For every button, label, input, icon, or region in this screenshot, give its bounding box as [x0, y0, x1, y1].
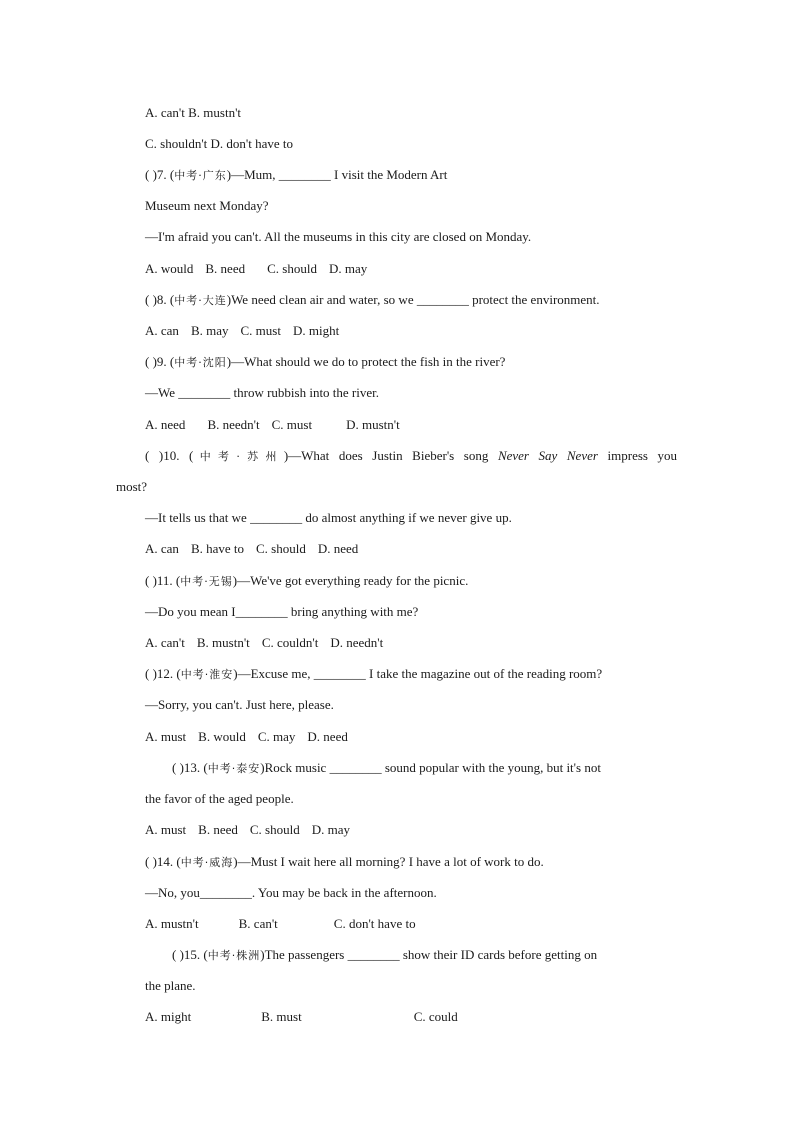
- q13-options: [145, 822, 350, 838]
- q14-option-b[interactable]: B. can't: [238, 916, 278, 931]
- q15-answer-paren[interactable]: ( )15. (: [172, 947, 208, 962]
- q13-text: )Rock music ________ sound popular with the young, but it's not: [260, 760, 601, 775]
- q14-answer-paren[interactable]: ( )14. (: [145, 854, 181, 869]
- q8-option-b[interactable]: B. may: [190, 323, 229, 338]
- q7-answer-paren[interactable]: ( )7. (: [145, 167, 175, 182]
- q10-text: )—What does Justin Bieber's song: [283, 448, 489, 463]
- q10-text-b: impress you: [607, 448, 678, 463]
- q14-text: )—Must I wait here all morning? I have a lot of work to do.: [233, 854, 544, 869]
- q10-option-d[interactable]: D. need: [317, 541, 359, 556]
- q7-options: [145, 261, 367, 277]
- q8-options: [145, 323, 339, 339]
- q11-text: )—We've got everything ready for the picnic.: [232, 573, 469, 588]
- q8-option-a[interactable]: A. can: [145, 323, 179, 338]
- q8-option-d[interactable]: D. might: [292, 323, 340, 338]
- q7-text: )—Mum, ________ I visit the Modern Art: [226, 167, 448, 182]
- q14-source: 中考·威海: [180, 856, 234, 869]
- q12-option-c[interactable]: C. may: [257, 729, 296, 744]
- q10-option-b[interactable]: B. have to: [190, 541, 245, 556]
- q10-source: 中考·苏州: [193, 450, 284, 463]
- q12-source: 中考·淮安: [180, 668, 234, 681]
- q15-option-c[interactable]: C. could: [413, 1009, 458, 1024]
- q13-option-c[interactable]: C. should: [249, 822, 300, 837]
- q14-option-a[interactable]: A. mustn't: [145, 916, 199, 931]
- q8-stem: [145, 292, 600, 309]
- q9-answer-paren[interactable]: ( )9. (: [145, 354, 175, 369]
- q11-answer: —Do you mean I________ bring anything with me?: [145, 604, 419, 619]
- q6-options-line1: A. can't B. mustn't: [145, 105, 242, 120]
- q7-stem: [145, 167, 447, 184]
- q6-options-line2: C. shouldn't D. don't have to: [145, 136, 294, 151]
- q15-option-b[interactable]: B. must: [261, 1009, 302, 1024]
- q10-answer: —It tells us that we ________ do almost anything if we never give up.: [145, 510, 512, 525]
- q15-text: )The passengers ________ show their ID cards before getting on: [260, 947, 598, 962]
- q12-stem: [145, 666, 602, 683]
- q10-stem: [145, 448, 677, 465]
- q9-option-d[interactable]: D. mustn't: [346, 417, 400, 432]
- q11-stem: [145, 573, 468, 590]
- q12-options: [145, 729, 348, 745]
- q7-answer: —I'm afraid you can't. All the museums in this city are closed on Monday.: [145, 229, 532, 244]
- q15-option-a[interactable]: A. might: [145, 1009, 192, 1024]
- q8-answer-paren[interactable]: ( )8. (: [145, 292, 175, 307]
- q11-option-b[interactable]: B. mustn't: [196, 635, 250, 650]
- q14-stem: [145, 854, 544, 871]
- q11-option-c[interactable]: C. couldn't: [261, 635, 319, 650]
- q12-text: )—Excuse me, ________ I take the magazine out of the reading room?: [233, 666, 603, 681]
- q9-answer: —We ________ throw rubbish into the river.: [145, 385, 380, 400]
- q14-options: [145, 916, 416, 932]
- q13-stem: [172, 760, 601, 777]
- q11-options: [145, 635, 383, 651]
- q9-options: [145, 417, 400, 433]
- q11-option-d[interactable]: D. needn't: [330, 635, 384, 650]
- q9-text: )—What should we do to protect the fish in the river?: [226, 354, 506, 369]
- q12-option-a[interactable]: A. must: [145, 729, 187, 744]
- q15-source: 中考·株洲: [207, 949, 261, 962]
- q10-option-c[interactable]: C. should: [256, 541, 306, 556]
- q7-option-c[interactable]: C. should: [267, 261, 317, 276]
- q7-stem-cont: Museum next Monday?: [145, 198, 269, 213]
- q14-option-c[interactable]: C. don't have to: [333, 916, 416, 931]
- q8-text: )We need clean air and water, so we ________ protect the environment.: [226, 292, 600, 307]
- q15-stem: [172, 947, 597, 964]
- q13-option-d[interactable]: D. may: [311, 822, 351, 837]
- q13-option-a[interactable]: A. must: [145, 822, 187, 837]
- q11-answer-paren[interactable]: ( )11. (: [145, 573, 181, 588]
- q12-option-d[interactable]: D. need: [307, 729, 348, 744]
- q15-stem-cont: the plane.: [145, 978, 196, 993]
- q10-option-a[interactable]: A. can: [145, 541, 179, 556]
- q15-options: [145, 1009, 458, 1025]
- q10-answer-paren[interactable]: ( )10. (: [145, 448, 194, 463]
- q11-source: 中考·无锡: [180, 575, 233, 588]
- q10-stem-cont: most?: [116, 479, 148, 494]
- q12-option-b[interactable]: B. would: [198, 729, 246, 744]
- q9-option-a[interactable]: A. need: [145, 417, 186, 432]
- q10-options: [145, 541, 358, 557]
- q7-option-b[interactable]: B. need: [205, 261, 246, 276]
- q7-option-a[interactable]: A. would: [145, 261, 194, 276]
- q13-option-b[interactable]: B. need: [198, 822, 238, 837]
- q9-option-c[interactable]: C. must: [271, 417, 313, 432]
- q8-option-c[interactable]: C. must: [240, 323, 281, 338]
- q13-source: 中考·泰安: [207, 762, 261, 775]
- q9-option-b[interactable]: B. needn't: [207, 417, 260, 432]
- q13-stem-cont: the favor of the aged people.: [145, 791, 294, 806]
- q9-source: 中考·沈阳: [174, 356, 227, 369]
- q11-option-a[interactable]: A. can't: [145, 635, 185, 650]
- q10-song-title: Never Say Never: [497, 448, 598, 463]
- q7-source: 中考·广东: [174, 169, 227, 182]
- q9-stem: [145, 354, 505, 371]
- q14-answer: —No, you________. You may be back in the afternoon.: [145, 885, 437, 900]
- q7-option-d[interactable]: D. may: [328, 261, 368, 276]
- q13-answer-paren[interactable]: ( )13. (: [172, 760, 208, 775]
- q12-answer-paren[interactable]: ( )12. (: [145, 666, 181, 681]
- q8-source: 中考·大连: [174, 294, 227, 307]
- q12-answer: —Sorry, you can't. Just here, please.: [145, 697, 334, 712]
